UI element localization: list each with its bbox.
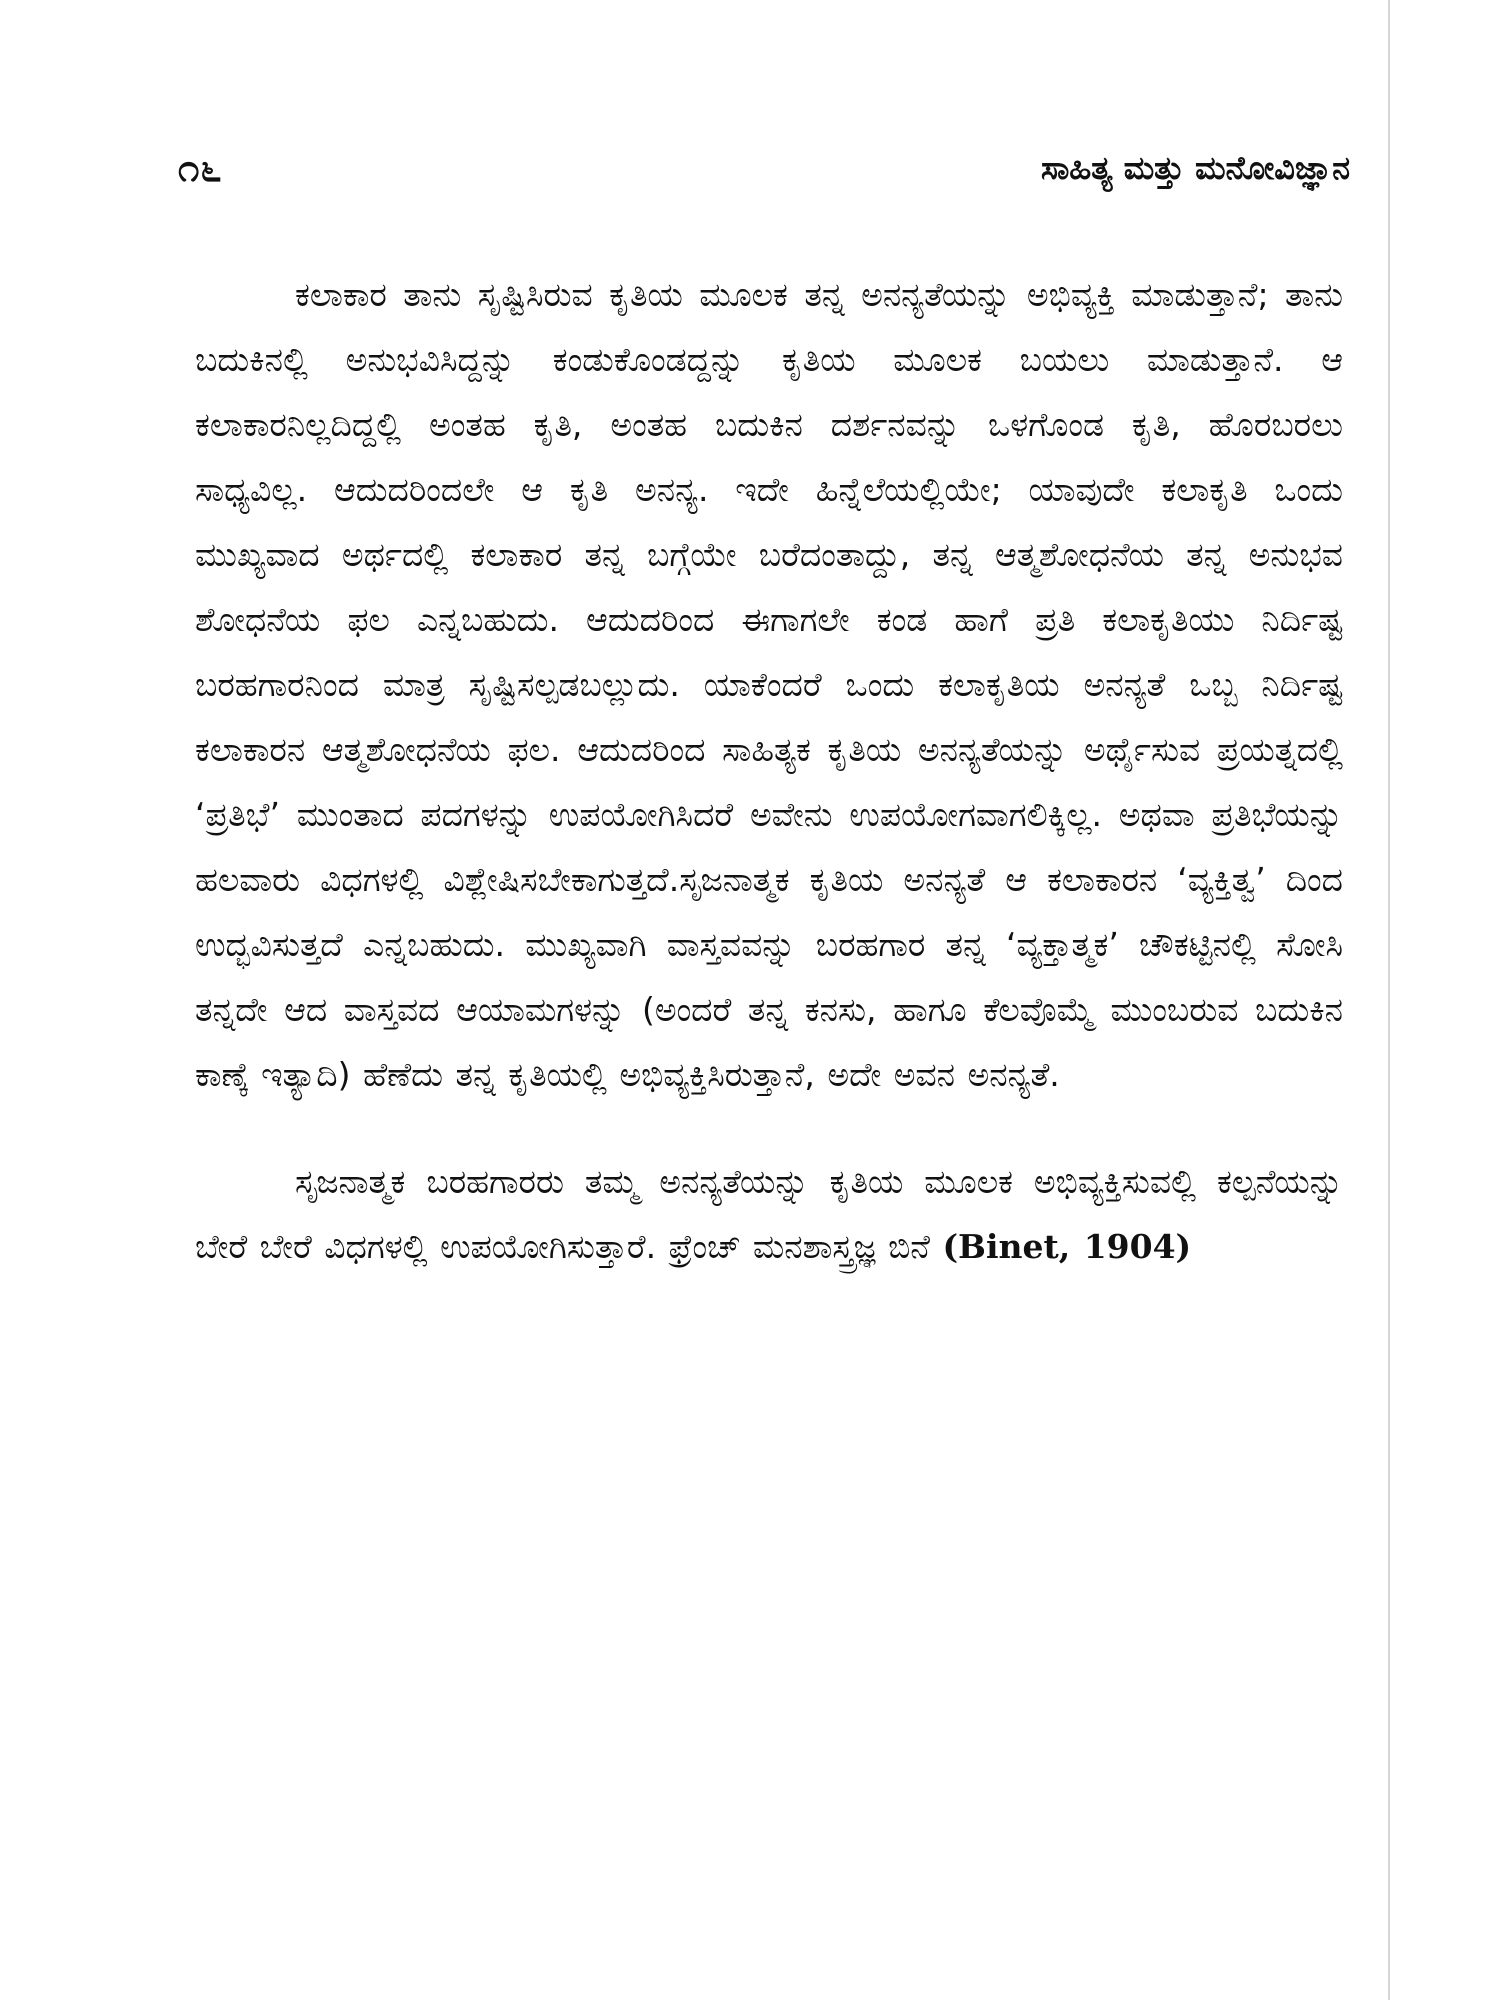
paragraph-1: ಕಲಾಕಾರ ತಾನು ಸೃಷ್ಟಿಸಿರುವ ಕೃತಿಯ ಮೂಲಕ ತನ್ನ ಅನನ್ಯತೆಯನ್ನು ಅಭಿವ್ಯಕ್ತಿ ಮಾಡುತ್ತಾನೆ; ತಾನು ಬದುಕಿನಲ್ಲಿ ಅನುಭವಿಸಿದ್ದನ್ನು ಕಂಡುಕೊಂಡದ್ದನ್ನು ಕೃತಿಯ ಮೂಲಕ ಬಯಲು ಮಾಡುತ್ತಾನೆ. ಆ ಕಲಾಕಾರನಿಲ್ಲದಿದ್ದಲ್ಲಿ ಅಂತಹ ಕೃತಿ, ಅಂತಹ ಬದುಕಿನ ದರ್ಶನವನ್ನು ಒಳಗೊಂಡ ಕೃತಿ, ಹೊರಬರಲು ಸಾಧ್ಯವಿಲ್ಲ. ಆದುದರಿಂದಲೇ ಆ ಕೃತಿ ಅನನ್ಯ. ಇದೇ ಹಿನ್ನೆಲೆಯಲ್ಲಿಯೇ; ಯಾವುದೇ ಕಲಾಕೃತಿ ಒಂದು ಮುಖ್ಯವಾದ ಅರ್ಥದಲ್ಲಿ ಕಲಾಕಾರ ತನ್ನ ಬಗ್ಗೆಯೇ ಬರೆದಂತಾದ್ದು, ತನ್ನ ಆತ್ಮಶೋಧನೆಯ ತನ್ನ ಅನುಭವ ಶೋಧನೆಯ ಫಲ ಎನ್ನಬಹುದು. ಆದುದರಿಂದ ಈಗಾಗಲೇ ಕಂಡ ಹಾಗೆ ಪ್ರತಿ ಕಲಾಕೃತಿಯು ನಿರ್ದಿಷ್ಟ ಬರಹಗಾರನಿಂದ ಮಾತ್ರ ಸೃಷ್ಟಿಸಲ್ಪಡಬಲ್ಲುದು. ಯಾಕೆಂದರೆ ಒಂದು ಕಲಾಕೃತಿಯ ಅನನ್ಯತೆ ಒಬ್ಬ ನಿರ್ದಿಷ್ಟ ಕಲಾಕಾರನ ಆತ್ಮಶೋಧನೆಯ ಫಲ. ಆದುದರಿಂದ ಸಾಹಿತ್ಯಕ ಕೃತಿಯ ಅನನ್ಯತೆಯನ್ನು ಅರ್ಥೈಸುವ ಪ್ರಯತ್ನದಲ್ಲಿ ‘ಪ್ರತಿಭೆ’ ಮುಂತಾದ ಪದಗಳನ್ನು ಉಪಯೋಗಿಸಿದರೆ ಅವೇನು ಉಪಯೋಗವಾಗಲಿಕ್ಕಿಲ್ಲ. ಅಥವಾ ಪ್ರತಿಭೆಯನ್ನು ಹಲವಾರು ವಿಧಗಳಲ್ಲಿ ವಿಶ್ಲೇಷಿಸಬೇಕಾಗುತ್ತದೆ.ಸೃಜನಾತ್ಮಕ ಕೃತಿಯ ಅನನ್ಯತೆ ಆ ಕಲಾಕಾರನ ‘ವ್ಯಕ್ತಿತ್ವ’ ದಿಂದ ಉದ್ಭವಿಸುತ್ತದೆ ಎನ್ನಬಹುದು. ಮುಖ್ಯವಾಗಿ ವಾಸ್ತವವನ್ನು ಬರಹಗಾರ ತನ್ನ ‘ವ್ಯಕ್ತಾತ್ಮಕ’ ಚೌಕಟ್ಟಿನಲ್ಲಿ ಸೋಸಿ ತನ್ನದೇ ಆದ ವಾಸ್ತವದ ಆಯಾಮಗಳನ್ನು (ಅಂದರೆ ತನ್ನ ಕನಸು, ಹಾಗೂ ಕೆಲವೊಮ್ಮೆ ಮುಂಬರುವ ಬದುಕಿನ ಕಾಣ್ಕೆ ಇತ್ಯಾದಿ) ಹೆಣೆದು ತನ್ನ ಕೃತಿಯಲ್ಲಿ ಅಭಿವ್ಯಕ್ತಿಸಿರುತ್ತಾನೆ, ಅದೇ ಅವನ ಅನನ್ಯತೆ. [195, 275, 1343, 1094]
page-body [195, 262, 1343, 1279]
page-number: ೧೬ [178, 145, 223, 190]
page-edge-line [1388, 0, 1390, 2000]
citation: (Binet, 1904) [942, 1227, 1192, 1266]
paragraph-2 [195, 1149, 1343, 1279]
page-header [178, 138, 1350, 198]
paragraph-2-text: ಸೃಜನಾತ್ಮಕ ಬರಹಗಾರರು ತಮ್ಮ ಅನನ್ಯತೆಯನ್ನು ಕೃತಿಯ ಮೂಲಕ ಅಭಿವ್ಯಕ್ತಿಸುವಲ್ಲಿ ಕಲ್ಪನೆಯನ್ನು ಬೇರೆ ಬೇರೆ ವಿಧಗಳಲ್ಲಿ ಉಪಯೋಗಿಸುತ್ತಾರೆ. ಫ್ರೆಂಚ್ ಮನಶಾಸ್ತ್ರಜ್ಞ ಬಿನೆ [195, 1162, 1343, 1266]
running-title: ಸಾಹಿತ್ಯ ಮತ್ತು ಮನೋವಿಜ್ಞಾನ [1040, 148, 1350, 187]
